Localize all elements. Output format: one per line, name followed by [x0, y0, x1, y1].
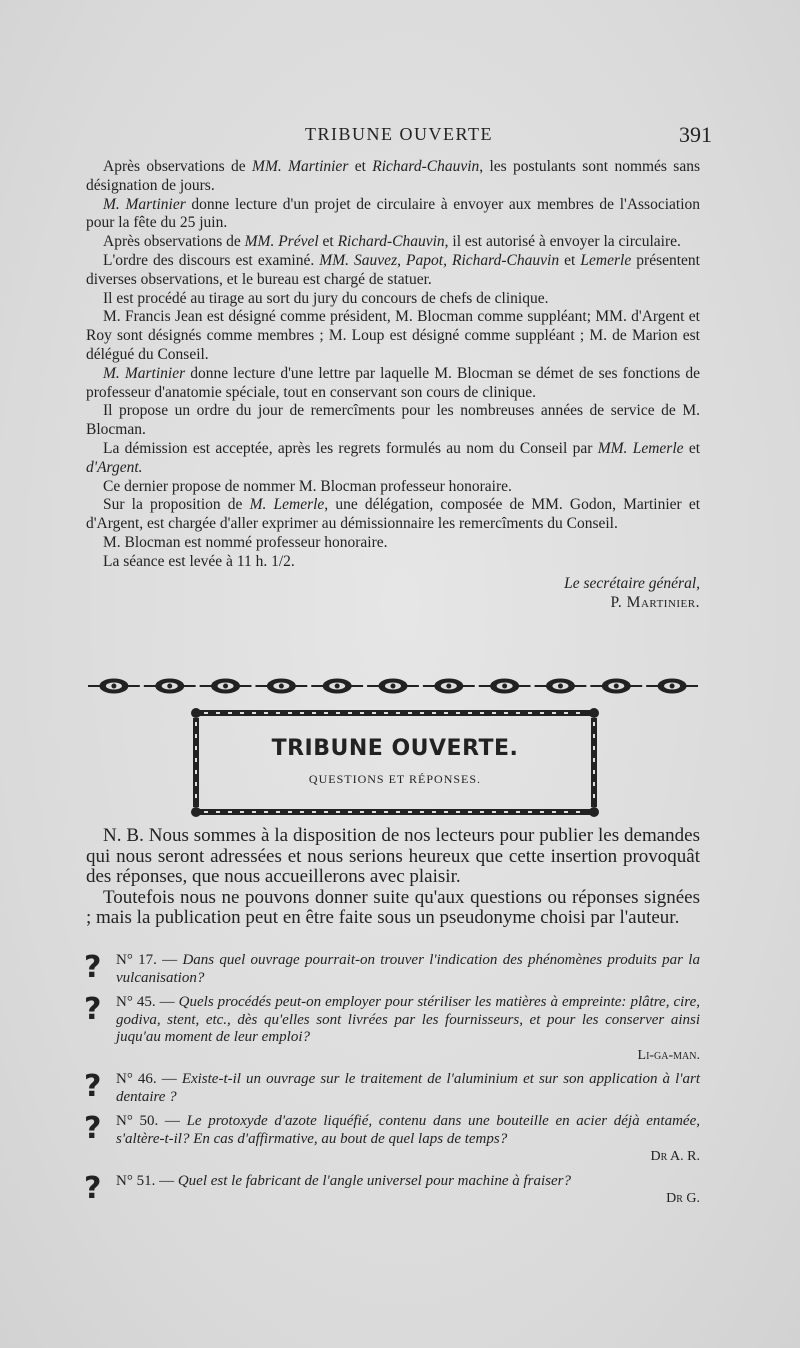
question-number: N° 45. —: [116, 994, 179, 1010]
question-signature: Dr G.: [666, 1191, 700, 1206]
paragraph: Ce dernier propose de nommer M. Blocman professeur honoraire.: [103, 477, 512, 495]
section-title: TRIBUNE OUVERTE.: [271, 736, 519, 761]
question-mark-icon: ?: [84, 1170, 102, 1206]
question-item: [84, 1170, 700, 1208]
question-number: N° 51. —: [116, 1172, 178, 1189]
meeting-minutes: [86, 158, 700, 612]
question-number: N° 46. —: [116, 1071, 182, 1087]
question-mark-icon: ?: [84, 1111, 102, 1146]
question-text: Quels procédés peut-on employer pour stériliser les matières à empreinte: plâtre, cire, godiva, stent, etc., dès qu'elles sont livrées par les fournisseurs, et pour les conserver ainsi juqu'au moment de leur emploi?: [116, 994, 700, 1045]
question-signature: Li-ga-man.: [637, 1047, 700, 1063]
ornamental-divider-icon: [86, 672, 700, 700]
paragraph: La séance est levée à 11 h. 1/2.: [103, 552, 295, 570]
question-text: Le protoxyde d'azote liquéfié, contenu dans une bouteille en acier déjà entamée, s'altère-t-il? En cas d'affirmative, au bout de quel laps de temps?: [116, 1113, 700, 1147]
section-subtitle: QUESTIONS ET RÉPONSES.: [308, 772, 482, 786]
question-item: [86, 1113, 700, 1166]
paragraph: M. Francis Jean est désigné comme président, M. Blocman comme suppléant; MM. d'Argent et Roy sont désignés comme membres ; M. Loup est désigné comme suppléant ; M. de Marion est délégué du Conseil.: [86, 308, 700, 363]
notice-paragraph: Toutefois nous ne pouvons donner suite qu'aux questions ou réponses signées ; mais la publication peut en être faite sous un pseudonyme choisi par l'auteur.: [86, 886, 700, 928]
paragraph: M. Martinier donne lecture d'un projet de circulaire à envoyer aux membres de l'Association pour la fête du 25 juin.: [86, 195, 701, 232]
running-title: TRIBUNE OUVERTE: [305, 124, 493, 144]
paragraph: Il propose un ordre du jour de remercîments pour les nombreuses années de service de M. Blocman.: [86, 402, 700, 439]
question-signature: Dr A. R.: [650, 1149, 700, 1164]
paragraph: Il est procédé au tirage au sort du jury du concours de chefs de clinique.: [103, 289, 549, 307]
question-mark-icon: ?: [84, 950, 102, 985]
page-number: 391: [679, 122, 712, 147]
question-number: N° 17. —: [116, 952, 183, 968]
notice-paragraph: N. B. Nous sommes à la disposition de nos lecteurs pour publier les demandes qui nous seront adressées et nous serions heureux que cette insertion provoquât des réponses, que nous accueillerons avec plaisir.: [86, 825, 700, 887]
paragraph: M. Martinier donne lecture d'une lettre par laquelle M. Blocman se démet de ses fonctions de professeur d'anatomie spéciale, tout en conservant son cours de clinique.: [86, 364, 701, 401]
question-text: Existe-t-il un ouvrage sur le traitement de l'aluminium et sur son application à l'art dentaire ?: [116, 1071, 700, 1105]
paragraph: L'ordre des discours est examiné. MM. Sauvez, Papot, Richard-Chauvin et Lemerle présentent diverses observations, et le bureau est chargé de statuer.: [86, 251, 700, 288]
paragraph: M. Blocman est nommé professeur honoraire.: [103, 533, 388, 551]
paragraph: La démission est acceptée, après les regrets formulés au nom du Conseil par MM. Lemerle et d'Argent.: [86, 439, 701, 476]
question-mark-icon: ?: [84, 1069, 102, 1104]
signature: [86, 574, 700, 612]
questions-list: [86, 952, 700, 1215]
paragraph: Après observations de MM. Martinier et Richard-Chauvin, les postulants sont nommés sans désignation de jours.: [86, 158, 701, 194]
paragraph: Sur la proposition de M. Lemerle, une délégation, composée de MM. Godon, Martinier et d'Argent, est chargée d'aller exprimer au démissionnaire les remercîments du Conseil.: [86, 496, 701, 533]
section-frame: [190, 706, 600, 818]
question-number: N° 50. —: [116, 1113, 187, 1129]
question-item: [86, 1071, 700, 1106]
question-item: [86, 994, 700, 1064]
editorial-notice: [86, 826, 700, 929]
signature-role: Le secrétaire général,: [564, 574, 700, 592]
question-mark-icon: ?: [84, 992, 102, 1027]
running-header: [86, 124, 712, 154]
question-item: [86, 952, 700, 987]
question-text: Dans quel ouvrage pourrait-on trouver l'indication des phénomènes produits par la vulcanisation?: [116, 952, 700, 986]
question-text: Quel est le fabricant de l'angle universel pour machine à fraiser?: [177, 1172, 571, 1189]
decorative-frame-icon: [190, 706, 600, 818]
paragraph: Après observations de MM. Prével et Richard-Chauvin, il est autorisé à envoyer la circulaire.: [103, 233, 681, 251]
signature-name: P. Martinier.: [610, 593, 700, 611]
